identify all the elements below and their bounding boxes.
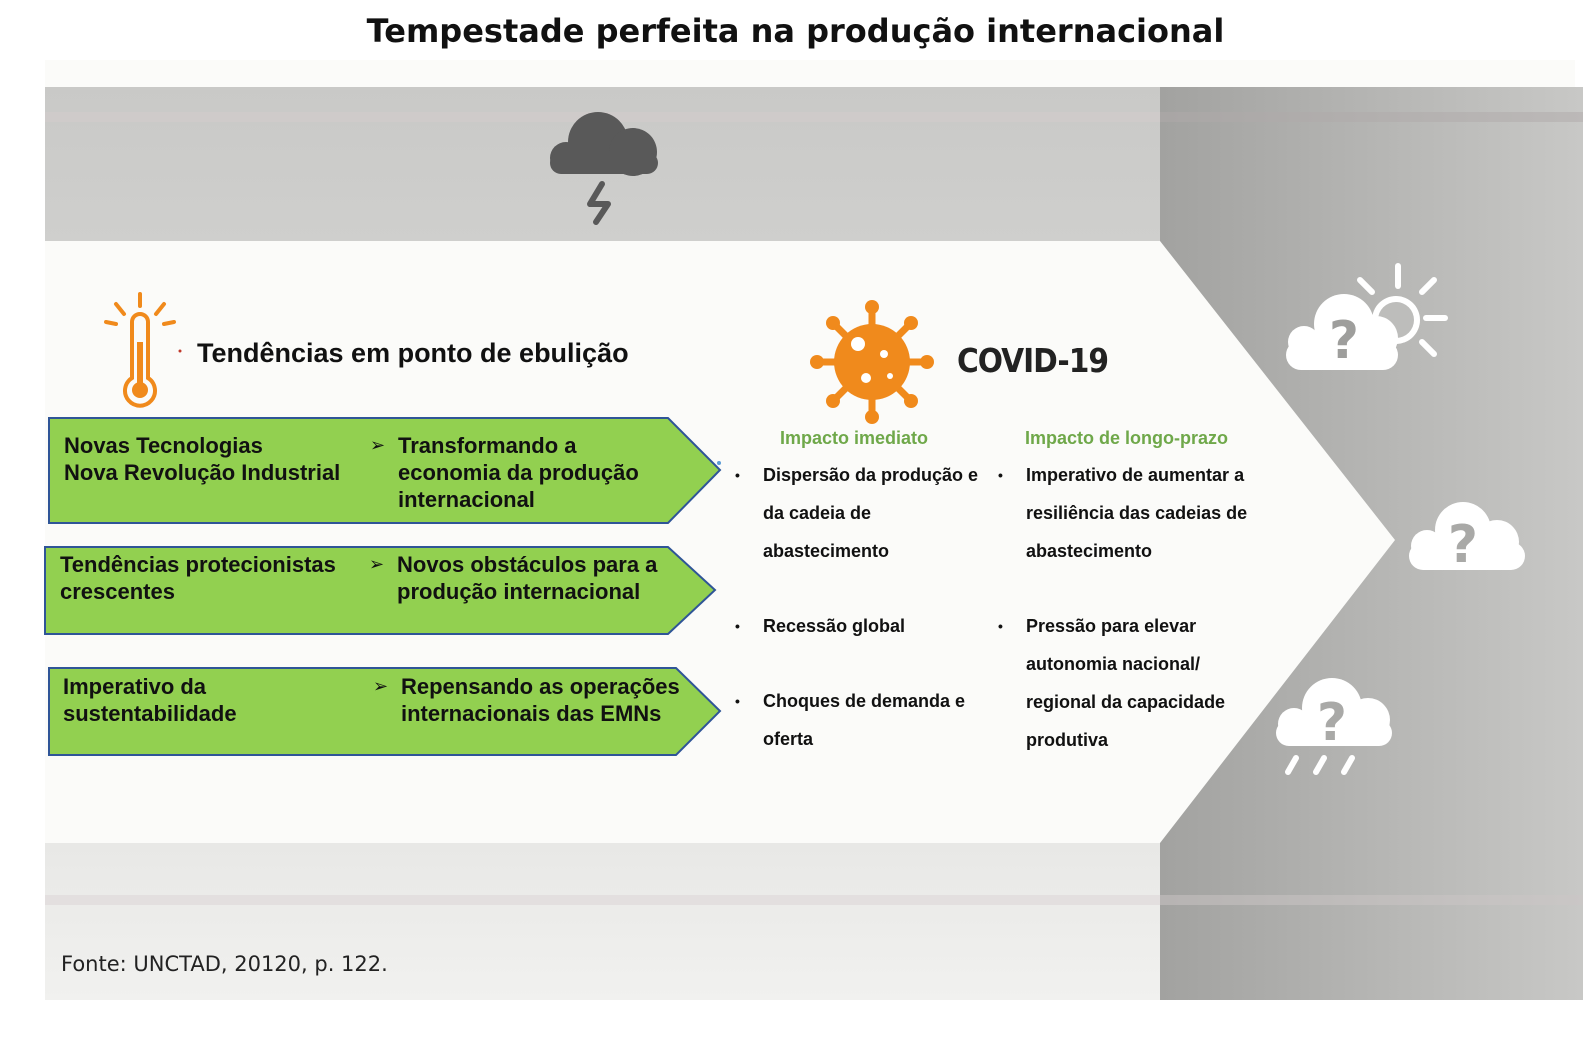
trend-1-left: [64, 432, 364, 486]
bullet-dot: •: [735, 618, 740, 634]
trend-2-right: ➢ Novos obstáculos para a produção internacional: [369, 552, 658, 604]
svg-text:?: ?: [1316, 693, 1348, 753]
long-term-item-1: • Imperativo de aumentar a resiliência das cadeias de abastecimento: [1026, 456, 1266, 570]
cloud-question-icon: [1405, 500, 1527, 572]
trend-3-left: [63, 673, 263, 727]
long-term-impact-heading: Impacto de longo-prazo: [1025, 428, 1229, 448]
immediate-impact-heading: Impacto imediato: [780, 428, 929, 448]
bullet-dot: •: [735, 467, 740, 483]
sun-cloud-question-icon: [1280, 262, 1450, 374]
trend-2-left: [60, 551, 360, 605]
arrow-bullet-icon: ➢: [369, 554, 385, 574]
bullet-dot: •: [735, 693, 740, 709]
long-term-item-2: • Pressão para elevar autonomia nacional/ regional da capacidade produtiva: [1026, 607, 1251, 759]
rain-cloud-question-icon: [1272, 676, 1397, 780]
svg-text:?: ?: [1328, 311, 1360, 371]
immediate-item-3: • Choques de demanda e oferta: [763, 682, 988, 758]
trend-1-left-line-1: Novas Tecnologias: [64, 433, 263, 458]
immediate-item-2: • Recessão global: [763, 607, 998, 645]
arrow-bullet-icon: ➢: [370, 435, 386, 455]
bullet-dot: •: [998, 467, 1003, 483]
trends-heading: Tendências em ponto de ebulição: [197, 338, 629, 368]
immediate-item-1: • Dispersão da produção e da cadeia de abastecimento: [763, 456, 998, 570]
trend-3-left-line-1: Imperativo da sustentabilidade: [63, 674, 237, 726]
arrow-bullet-icon: ➢: [373, 676, 389, 696]
bullet-dot: •: [998, 618, 1003, 634]
page-title: Tempestade perfeita na produção internacional: [366, 12, 1225, 50]
trend-1-right: ➢ Transformando a economia da produção internacional: [370, 433, 639, 512]
trend-2-left-line-1: Tendências protecionistas crescentes: [60, 552, 336, 604]
source-note: Fonte: UNCTAD, 20120, p. 122.: [61, 952, 388, 976]
trend-3-right: ➢ Repensando as operações internacionais das EMNs: [373, 674, 680, 726]
covid-label: COVID-19: [957, 341, 1109, 380]
trend-1-left-line-2: Nova Revolução Industrial: [64, 460, 341, 485]
svg-text:?: ?: [1447, 515, 1479, 572]
